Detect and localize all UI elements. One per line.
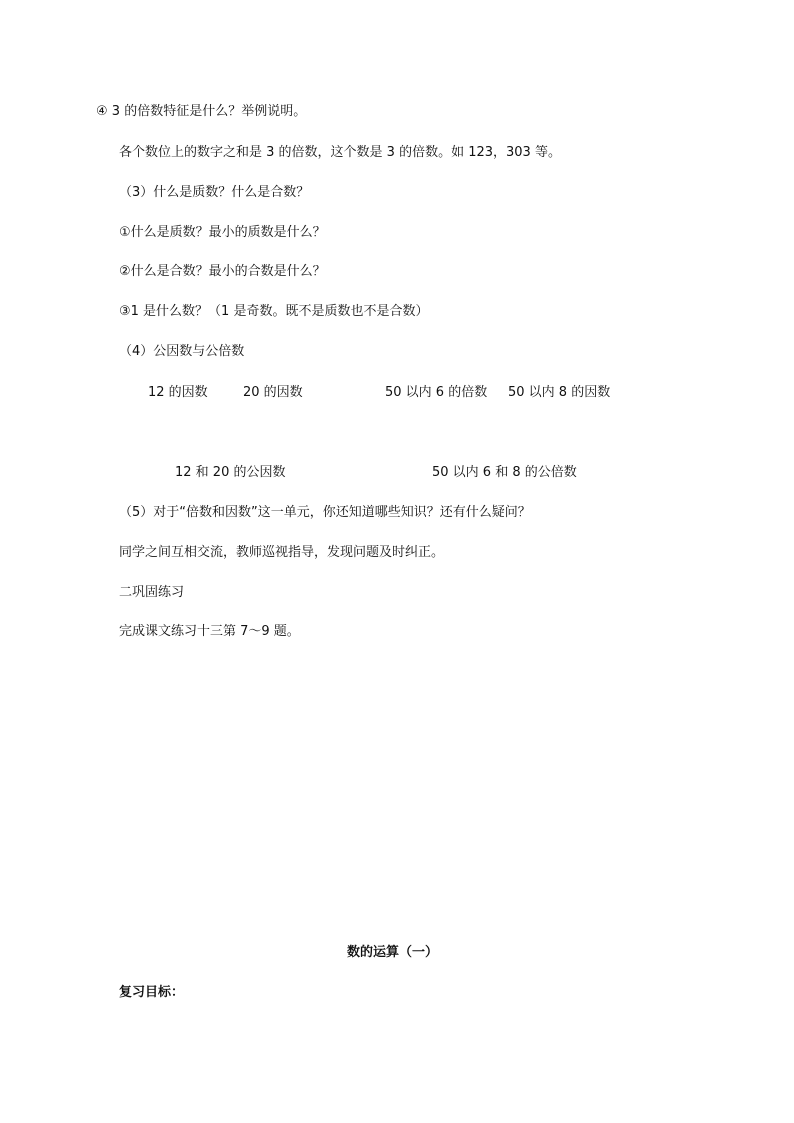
factors-of-8-label: 50 以内 8 的因数 <box>508 385 611 400</box>
section-3-item-3: ③1 是什么数？（1 是奇数。既不是质数也不是合数） <box>119 304 429 319</box>
multiples-of-6-label: 50 以内 6 的倍数 <box>385 385 488 400</box>
section-5-unit-review: （5）对于“倍数和因数”这一单元，你还知道哪些知识？还有什么疑问？ <box>119 505 531 520</box>
question-4-answer: 各个数位上的数字之和是 3 的倍数，这个数是 3 的倍数。如 123，303 等。 <box>119 145 561 160</box>
section-3-item-2: ②什么是合数？最小的合数是什么？ <box>119 264 326 279</box>
section-4-common-factors-multiples: （4）公因数与公倍数 <box>119 344 245 359</box>
section-title-number-operations: 数的运算（一） <box>347 945 439 960</box>
question-4-multiples-of-3: ④ 3 的倍数特征是什么？举例说明。 <box>96 104 307 119</box>
review-objectives-label: 复习目标： <box>119 985 185 1000</box>
common-factors-label: 12 和 20 的公因数 <box>175 465 286 480</box>
factors-of-12-label: 12 的因数 <box>148 385 208 400</box>
practice-heading: 二巩固练习 <box>119 585 185 600</box>
factors-of-20-label: 20 的因数 <box>243 385 303 400</box>
section-3-prime-composite: （3）什么是质数？什么是合数？ <box>119 185 310 200</box>
common-multiples-label: 50 以内 6 和 8 的公倍数 <box>432 465 577 480</box>
section-3-item-1: ①什么是质数？最小的质数是什么？ <box>119 225 326 240</box>
exchange-instruction: 同学之间互相交流，教师巡视指导，发现问题及时纠正。 <box>119 545 445 560</box>
practice-task: 完成课文练习十三第 7～9 题。 <box>119 624 300 639</box>
